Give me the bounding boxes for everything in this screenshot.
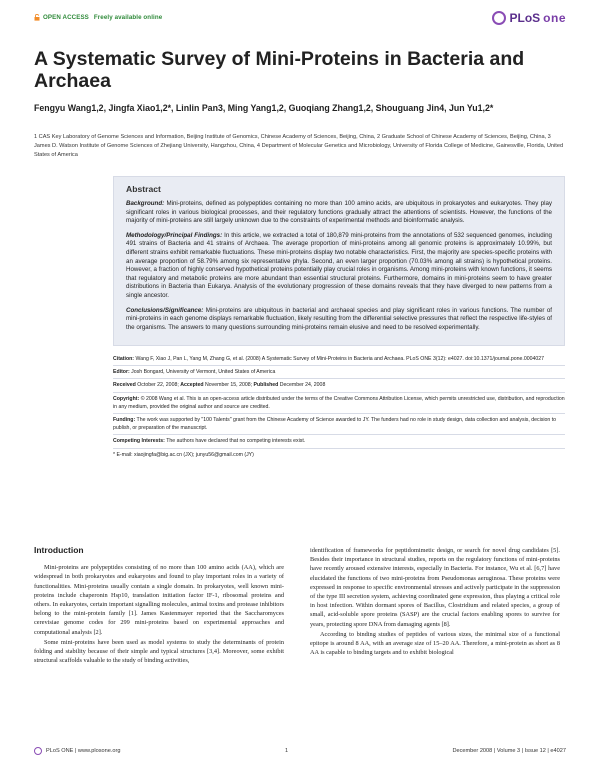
- abstract-box: [113, 176, 565, 346]
- competing-interests-row: [113, 435, 565, 448]
- body-paragraph: According to binding studies of peptides of various sizes, the minimal size of a functional epitope is around 8 AA, with an average size of 15–20 AA. Therefore, a mini-protein as short as 8 AA is capable to binding targets and to exhibit biological: [310, 630, 560, 657]
- open-access-label: OPEN ACCESS: [43, 14, 89, 21]
- plos-circle-icon: [492, 11, 506, 25]
- journal-header: [34, 11, 566, 30]
- open-access-lock-icon: [34, 14, 40, 21]
- conclusions-label: Conclusions/Significance:: [126, 306, 204, 314]
- editor-text: Josh Bongard, University of Vermont, United States of America: [131, 369, 276, 376]
- funding-row: [113, 414, 565, 435]
- funding-label: Funding:: [113, 417, 136, 424]
- competing-label: Competing Interests:: [113, 438, 165, 445]
- plos-brand: PLoS: [509, 11, 541, 25]
- plos-footer-logo-icon: [34, 747, 42, 755]
- abstract-methods: [126, 232, 552, 301]
- methods-label: Methodology/Principal Findings:: [126, 231, 223, 239]
- footer-journal: [34, 747, 121, 755]
- body-paragraph: identification of frameworks for peptidomimetic design, or search for novel drug candidates [5]. Besides their importance in structural studies, reports on the regulatory functions of mini-proteins have recently aroused extensive interests, especially in Bacteria. For instance, Wu et al. [6,7] have elucidated the functions of two mini-proteins from Pseudomonas aeruginosa. These proteins were expressed in response to specific environmental stresses and actively participate in the suppression of the type III secretion system, achieving coordinated gene expression, thus playing a critical role in host infection. Within dormant spores of Bacillus, Clostridium and related species, a group of small, acid-soluble spore proteins (SASP) are the crucial factors enabling spores to survive for years, protecting spore DNA from damaging agents [8].: [310, 547, 560, 628]
- published-label: Published: [253, 382, 279, 389]
- freely-available-label: Freely available online: [93, 14, 163, 21]
- editor-row: [113, 366, 565, 379]
- plos-one-logo: [492, 11, 566, 25]
- copyright-label: Copyright:: [113, 395, 140, 402]
- citation-text: Wang F, Xiao J, Pan L, Yang M, Zhang G, et al. (2008) A Systematic Survey of Mini-Proteins in Bacteria and Archaea. PLoS ONE 3(12): e4027. doi:10.1371/journal.pone.0004027: [135, 356, 545, 362]
- copyright-row: [113, 393, 565, 414]
- body-column-right: [310, 546, 560, 658]
- author-list: Fengyu Wang1,2, Jingfa Xiao1,2*, Linlin Pan3, Ming Yang1,2, Guoqiang Zhang1,2, Shouguang Jin4, Jun Yu1,2*: [34, 103, 494, 113]
- abstract-background: [126, 200, 552, 226]
- one-brand: one: [543, 11, 566, 25]
- body-column-left: [34, 546, 284, 666]
- article-title: A Systematic Survey of Mini-Proteins in Bacteria and Archaea: [34, 48, 525, 92]
- funding-text: The work was supported by "100 Talents" grant from the Chinese Academy of Science awarded to JY. The funders had no role in study design, data collection and analysis, decision to publish, or preparation of the manuscript.: [113, 417, 557, 432]
- accepted-date: November 15, 2008;: [205, 382, 253, 389]
- introduction-heading: Introduction: [34, 545, 84, 555]
- dates-row: [113, 379, 565, 392]
- received-date: October 22, 2008;: [137, 382, 179, 389]
- competing-text: The authors have declared that no competing interests exist.: [166, 438, 306, 445]
- body-paragraph: Mini-proteins are polypeptides consisting of no more than 100 amino acids (AA), which are widespread in both prokaryotes and eukaryotes and found to play important roles in a variety of functionalities. Mini-proteins usually contain a single domain. In prokaryotes, well known mini-proteins include chaperonin Hsp10, translation initiation factor IF-1, ribosomal proteins and others. In eukaryotes, certain important signalling molecules, animal toxins and protease inhibitors belong to the mini-protein family [1]. James Kastenmayer reported that the Saccharomyces cerevisiae genome codes for 299 mini-proteins based on experimental approaches and computational analysis [2].: [34, 564, 284, 636]
- methods-text: In this article, we extracted a total of 180,879 mini-proteins from the annotations of 532 sequenced genomes, including 491 strains of Bacteria and 41 strains of Archaea. The average proportion of mini-proteins among all genomic proteins is approximately 10.99%, but different strains exhibit remarkable fluctuations. These mini-proteins display two notable characteristics. First, the majority are species-specific proteins with an average proportion of 58.79% among six representative phyla. Second, an even larger proportion (70.03% among all strains) is hypothetical proteins. However, a fraction of highly conserved hypothetical proteins potentially play crucial roles in organisms. Among mini-proteins with known functions, it seems that regulatory and metabolic proteins are more abundant than essential structural proteins. Furthermore, domains in mini-proteins seem to have greater distributions in Bacteria than Eukarya. Analysis of the evolutionary progression of these domains reveals that they have diverged to new patterns from a single ancestor.: [126, 231, 552, 299]
- received-label: Received: [113, 382, 136, 389]
- page-footer: [34, 745, 566, 757]
- published-date: December 24, 2008: [279, 382, 326, 389]
- background-label: Background:: [126, 200, 165, 207]
- copyright-text: © 2008 Wang et al. This is an open-access article distributed under the terms of the Creative Commons Attribution License, which permits unrestricted use, distribution, and reproduction in any medium, provided the original author and source are credited.: [113, 395, 565, 410]
- open-access-banner: [34, 14, 566, 21]
- abstract-heading: Abstract: [126, 184, 161, 194]
- body-paragraph: Some mini-proteins have been used as model systems to study the determinants of protein folding and stability because of their simple and typical structures [3,4]. Moreover, some exhibit structural scaffolds valuable to the study of binding activities,: [34, 638, 284, 665]
- conclusions-text: Mini-proteins are ubiquitous in bacterial and archaeal species and play significant roles in various functions. The number of mini-proteins in each genome displays remarkable fluctuation, likely resulting from the differential selective pressures that reflect the respective life-styles of the organisms. The answers to many questions surrounding mini-proteins remain elusive and need to be resolved experimentally.: [126, 306, 552, 331]
- accepted-label: Accepted: [180, 382, 204, 389]
- citation-row: [113, 353, 565, 366]
- footer-issue: December 2008 | Volume 3 | Issue 12 | e4027: [452, 748, 566, 754]
- email-text: * E-mail: xiaojingfa@big.ac.cn (JX); junyu56@gmail.com (JY): [113, 451, 254, 458]
- citation-label: Citation:: [113, 356, 135, 362]
- article-metadata: [113, 353, 565, 461]
- footer-journal-text: PLoS ONE | www.plosone.org: [46, 748, 121, 754]
- affiliations: 1 CAS Key Laboratory of Genome Sciences and Information, Beijing Institute of Genomics, Chinese Academy of Sciences, Beijing, China, 2 Graduate School of Chinese Academy of Sciences, Beijing, China, 3 James D. Watson Institute of Genome Sciences of Zhejiang University, Hangzhou, China, 4 Department of Molecular Genetics and Microbiology, University of Florida College of Medicine, Gainesville, Florida, United States of America: [34, 134, 564, 159]
- editor-label: Editor:: [113, 369, 130, 376]
- page-number: 1: [284, 748, 289, 754]
- abstract-conclusions: [126, 307, 552, 333]
- background-text: Mini-proteins, defined as polypeptides containing no more than 100 amino acids, are ubiquitous in prokaryotes and eukaryotes. They play significant roles in various biological processes, and their regulatory functions gradually attract the attentions of scientists. However, the functions of the majority of mini-proteins are still largely unknown due to the constraints of experimental methods and bioinformatic analysis.: [126, 200, 552, 225]
- email-row: [113, 449, 565, 461]
